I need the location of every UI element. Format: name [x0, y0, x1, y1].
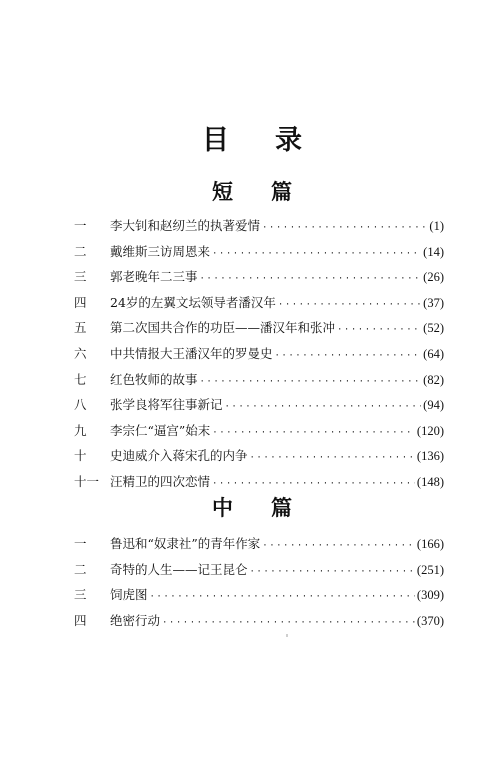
entry-title: 饲虎图	[110, 587, 148, 603]
toc-entry[interactable]	[74, 267, 444, 293]
entry-page: (309)	[416, 588, 444, 603]
toc-list-short	[74, 216, 444, 498]
entry-page: (251)	[416, 562, 444, 577]
entry-page: (14)	[423, 244, 444, 259]
section-heading-char-2: 篇	[271, 179, 292, 204]
toc-entry[interactable]	[74, 293, 444, 319]
entry-title: 绝密行动	[110, 612, 161, 628]
entry-title: 李大钊和赵纫兰的执著爱情	[110, 218, 261, 233]
leader-dots	[212, 249, 421, 259]
section-heading-char-2: 篇	[271, 495, 292, 520]
leader-dots	[250, 453, 415, 463]
entry-number: 四	[74, 612, 87, 628]
entry-title: 郭老晚年二三事	[110, 269, 198, 285]
entry-number: 二	[74, 243, 87, 259]
entry-number: 十一	[74, 473, 100, 489]
leader-dots	[212, 479, 415, 489]
toc-entry[interactable]	[74, 446, 444, 472]
toc-list-middle	[74, 534, 444, 636]
leader-dots	[212, 428, 415, 438]
entry-page: (1)	[429, 219, 444, 233]
leader-dots	[225, 402, 422, 412]
entry-number: 一	[74, 218, 87, 233]
entry-title: 张学良将军往事新记	[110, 397, 223, 413]
entry-page: (148)	[416, 474, 444, 489]
section-heading-char-1: 短	[212, 179, 233, 204]
entry-title: 鲁迅和“奴隶社”的青年作家	[110, 536, 261, 551]
toc-entry[interactable]	[74, 395, 444, 421]
entry-page: (136)	[416, 449, 444, 464]
entry-title: 红色牧师的故事	[110, 371, 198, 387]
leader-dots	[275, 351, 422, 361]
scan-speck	[286, 634, 288, 637]
entry-title: 第二次国共合作的功臣——潘汉年和张冲	[110, 320, 336, 336]
leader-dots	[200, 274, 422, 284]
leader-dots	[200, 377, 422, 387]
entry-number: 七	[74, 371, 87, 387]
leader-dots	[262, 541, 415, 551]
entry-page: (94)	[423, 398, 444, 413]
section-heading-char-1: 中	[212, 495, 233, 520]
entry-page: (64)	[423, 346, 444, 361]
entry-title: 戴维斯三访周恩来	[110, 243, 211, 259]
entry-number: 八	[74, 397, 87, 413]
toc-entry[interactable]	[74, 611, 444, 637]
entry-number: 四	[74, 294, 87, 310]
leader-dots	[337, 325, 421, 335]
entry-title: 李宗仁“逼宫”始末	[110, 422, 211, 438]
toc-entry[interactable]	[74, 318, 444, 344]
section-heading-middle	[0, 492, 504, 522]
title-char-1: 目	[202, 125, 229, 156]
toc-entry[interactable]	[74, 585, 444, 611]
entry-page: (82)	[423, 372, 444, 387]
entry-title: 中共情报大王潘汉年的罗曼史	[110, 345, 273, 361]
section-heading-short	[0, 176, 504, 206]
entry-number: 二	[74, 561, 87, 577]
leader-dots	[250, 567, 415, 577]
entry-title: 24岁的左翼文坛领导者潘汉年	[110, 294, 276, 310]
title-char-2: 录	[275, 125, 302, 156]
entry-title: 史迪威介入蒋宋孔的内争	[110, 448, 248, 464]
leader-dots	[150, 592, 415, 602]
leader-dots	[278, 300, 421, 310]
entry-number: 十	[74, 448, 87, 464]
toc-entry[interactable]	[74, 242, 444, 268]
toc-entry[interactable]	[74, 344, 444, 370]
toc-entry[interactable]	[74, 216, 444, 242]
toc-entry[interactable]	[74, 534, 444, 560]
leader-dots	[262, 223, 427, 233]
page-title	[0, 118, 504, 157]
entry-number: 三	[74, 587, 87, 603]
entry-page: (26)	[423, 270, 444, 285]
leader-dots	[162, 618, 415, 628]
entry-title: 奇特的人生——记王昆仑	[110, 561, 248, 577]
entry-page: (37)	[423, 295, 444, 310]
entry-number: 五	[74, 320, 87, 336]
toc-entry[interactable]	[74, 370, 444, 396]
entry-page: (370)	[416, 613, 444, 628]
entry-title: 汪精卫的四次恋情	[110, 473, 211, 489]
entry-page: (166)	[416, 537, 444, 551]
toc-entry[interactable]	[74, 421, 444, 447]
entry-number: 六	[74, 345, 87, 361]
entry-page: (52)	[423, 321, 444, 336]
entry-number: 九	[74, 422, 87, 438]
entry-number: 一	[74, 536, 87, 551]
toc-entry[interactable]	[74, 560, 444, 586]
entry-number: 三	[74, 269, 87, 285]
entry-page: (120)	[416, 423, 444, 438]
